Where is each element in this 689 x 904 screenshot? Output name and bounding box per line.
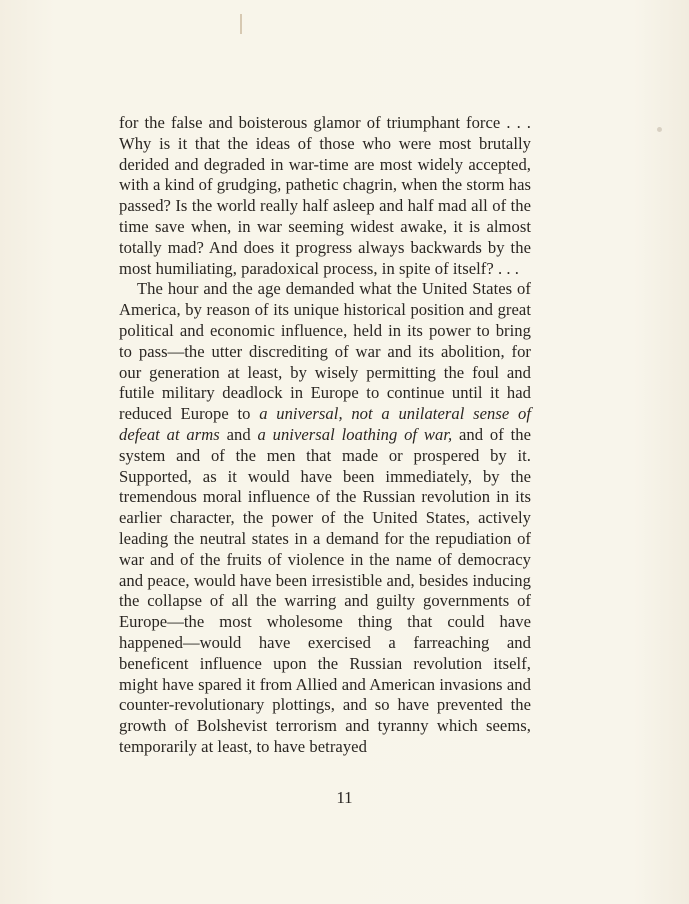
paper-mark [240, 14, 242, 34]
body-text [119, 113, 531, 758]
paragraph-1-text: for the false and boisterous glamor of triumphant force . . . Why is it that the ideas of those who were most brutally derided and degraded in war-time are most widely accepted, with a kind of grudging, pathetic chagrin, when the storm has passed? Is the world really half asleep and half mad all of the time save when, in war seeming widest awake, it is almost totally mad? And does it progress always backwards by the most humiliating, paradoxical process, in spite of itself? . . . [119, 113, 531, 278]
paragraph-2-emphasis-a: a universal, not a unilateral sense of defeat at arms [119, 404, 531, 444]
paragraph-2-text-b: and [219, 424, 258, 444]
paragraph-2-text-a: The hour and the age demanded what the United States of America, by reason of its unique historical position and great political and economic influence, held in its power to bring to pass—the utter discrediting of war and its abolition, for our generation at least, by wisely permitting the foul and futile military deadlock in Europe to continue until it had reduced Europe to [119, 279, 531, 424]
paragraph-2-text-c: and of the system and of the men that made or prospered by it. Supported, as it would have been immediately, by the tremendous moral influence of the Russian revolution in its earlier character, the power of the United States, actively leading the neutral states in a demand for the repudiation of war and of the fruits of violence in the name of democracy and peace, would have been irresistible and, besides inducing the collapse of all the warring and guilty governments of Europe—the most wholesome thing that could have happened—would have exercised a farreaching and beneficent influence upon the Russian revolution itself, might have spared it from Allied and American invasions and counter-revolutionary plottings, and so have prevented the growth of Bolshevist terrorism and tyranny which seems, temporarily at least, to have betrayed [119, 424, 531, 756]
paragraph-1 [119, 113, 531, 279]
paragraph-2-emphasis-b: a universal loathing of war, [257, 424, 453, 444]
paragraph-2 [119, 279, 531, 757]
paper-speck [657, 127, 662, 132]
page-number: 11 [336, 788, 353, 807]
